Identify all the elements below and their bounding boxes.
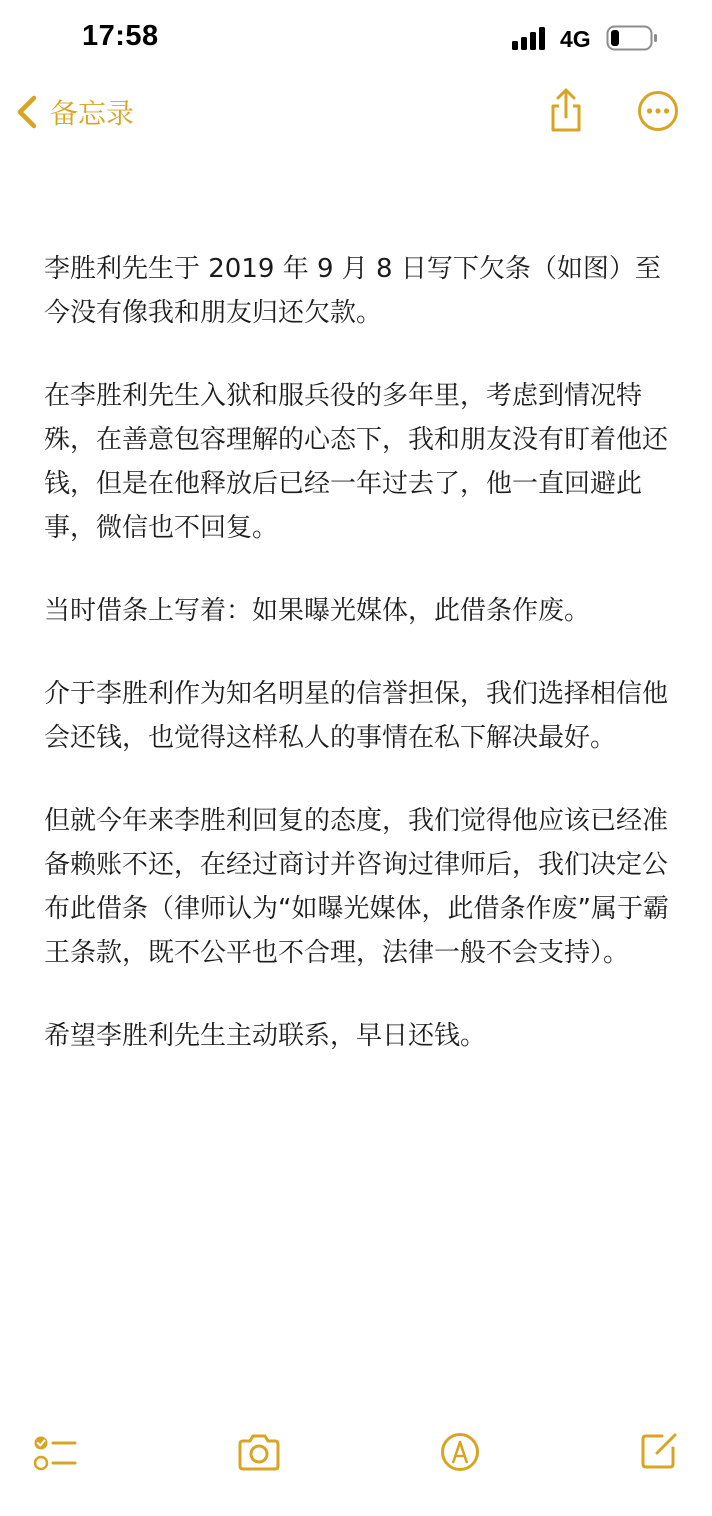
chevron-left-icon [14,94,40,130]
signal-bars-icon [512,27,550,51]
markup-pen-icon [440,1432,480,1472]
checklist-button[interactable] [33,1432,79,1474]
bottom-toolbar [0,1420,712,1490]
note-paragraph: 介于李胜利作为知名明星的信誉担保，我们选择相信他会还钱，也觉得这样私人的事情在私下解决最好。 [44,679,669,753]
note-paragraph: 在李胜利先生入狱和服兵役的多年里，考虑到情况特殊，在善意包容理解的心态下，我和朋友没有盯着他还钱，但是在他释放后已经一年过去了，他一直回避此事，微信也不回复。 [44,381,669,543]
more-ellipsis-icon [637,90,679,132]
nav-bar [0,78,712,148]
network-type: 4G [560,26,591,52]
back-button[interactable] [14,88,134,136]
checklist-icon [33,1432,79,1474]
compose-button[interactable] [638,1430,680,1472]
camera-icon [236,1432,282,1472]
note-paragraph: 希望李胜利先生主动联系，早日还钱。 [44,1021,487,1051]
note-paragraph: 李胜利先生于 2019 年 9 月 8 日写下欠条（如图）至今没有像我和朋友归还欠款。 [44,254,661,328]
status-bar [0,0,712,78]
note-paragraph: 当时借条上写着：如果曝光媒体，此借条作废。 [44,596,591,626]
battery-low-icon [606,25,658,51]
compose-icon [638,1430,680,1472]
markup-button[interactable] [440,1432,480,1472]
back-label: 备忘录 [50,97,135,130]
note-paragraph: 但就今年来李胜利回复的态度，我们觉得他应该已经准备赖账不还，在经过商讨并咨询过律师后，我们决定公布此借条（律师认为“如曝光媒体，此借条作废”属于霸王条款，既不公平也不合理，法律一般不会支持）。 [44,806,669,968]
share-icon [546,86,586,136]
camera-button[interactable] [236,1432,282,1472]
more-button[interactable] [637,90,679,132]
status-time: 17:58 [82,20,159,52]
share-button[interactable] [546,86,586,136]
note-body[interactable] [44,247,674,1097]
